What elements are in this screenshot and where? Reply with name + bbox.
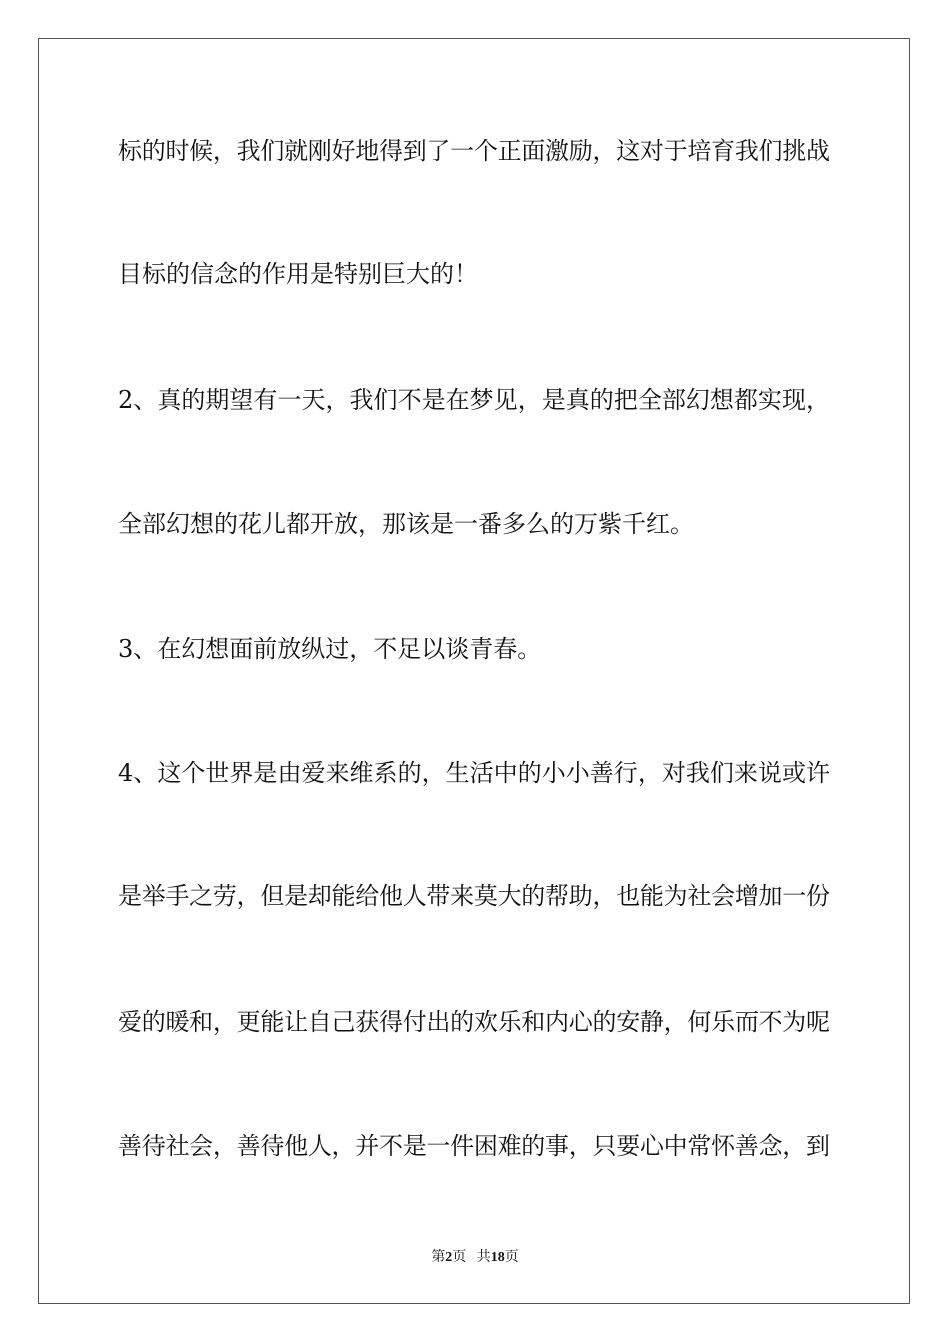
total-pages: 18 — [490, 1250, 505, 1265]
text-line: 全部幻想的花儿都开放，那该是一番多么的万紫千红。 — [118, 510, 694, 538]
text-line: 目标的信念的作用是特别巨大的！ — [118, 260, 478, 288]
text-line: 2、真的期望有一天，我们不是在梦见，是真的把全部幻想都实现， — [118, 386, 831, 414]
text-line: 3、在幻想面前放纵过，不足以谈青春。 — [118, 635, 542, 663]
text-line: 爱的暖和，更能让自己获得付出的欢乐和内心的安静，何乐而不为呢 — [118, 1008, 830, 1036]
total-prefix: 共 — [476, 1250, 491, 1265]
page-number: 2 — [445, 1250, 453, 1265]
text-line: 善待社会，善待他人，并不是一件困难的事，只要心中常怀善念，到 — [118, 1132, 830, 1160]
text-line: 标的时候，我们就刚好地得到了一个正面激励，这对于培育我们挑战 — [118, 137, 830, 165]
text-line: 是举手之劳，但是却能给他人带来莫大的帮助，也能为社会增加一份 — [118, 882, 830, 910]
total-suffix: 页 — [504, 1250, 519, 1265]
page-footer — [0, 1246, 950, 1266]
text-line: 4、这个世界是由爱来维系的，生活中的小小善行，对我们来说或许 — [118, 759, 831, 787]
page-prefix: 第 — [431, 1250, 446, 1265]
page-frame — [38, 38, 910, 1304]
page-suffix: 页 — [452, 1250, 467, 1265]
